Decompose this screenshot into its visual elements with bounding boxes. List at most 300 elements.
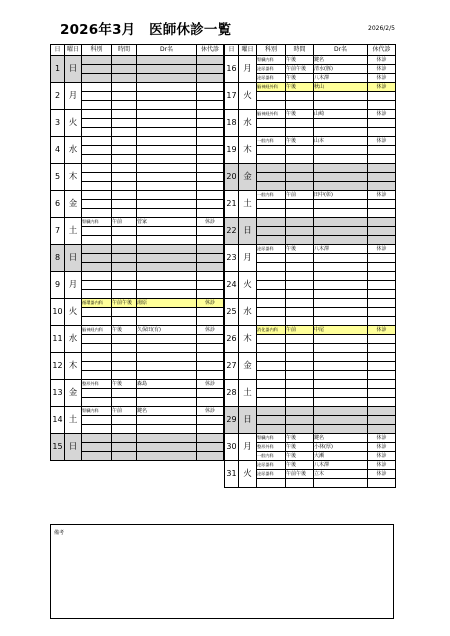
time-cell [286,425,314,434]
header-doctor: Dr名 [137,45,197,56]
doctor-cell [314,263,368,272]
note-cell [368,155,396,164]
note-cell [197,146,224,155]
dept-cell [82,191,112,200]
time-cell [286,146,314,155]
note-cell [368,335,396,344]
doctor-cell: 立木 [314,470,368,479]
doctor-cell [137,245,197,254]
table-row [225,218,396,227]
note-cell [197,164,224,173]
dept-cell: 消化器内科 [257,326,286,335]
doctor-cell: 鍵名 [314,56,368,65]
dept-cell [82,101,112,110]
doctor-cell [137,209,197,218]
note-cell [197,92,224,101]
dept-cell: 泌尿器科 [257,65,286,74]
doctor-cell: 大瀬 [314,452,368,461]
doctor-cell [314,236,368,245]
time-cell [112,281,137,290]
dept-cell [257,371,286,380]
dept-cell [257,182,286,191]
doctor-cell [137,398,197,407]
table-row [51,434,224,443]
header-row [51,45,224,56]
dept-cell: 脳神経内科 [82,326,112,335]
table-row [225,110,396,119]
remarks-label: 備考 [54,530,65,536]
time-cell [112,137,137,146]
doctor-cell [137,200,197,209]
day-number: 15 [51,434,65,461]
note-cell [368,92,396,101]
table-row [225,461,396,470]
day-number: 9 [51,272,65,299]
time-cell [112,398,137,407]
time-cell [112,164,137,173]
note-cell [197,245,224,254]
time-cell [112,110,137,119]
note-cell [368,407,396,416]
time-cell: 午前午後 [286,470,314,479]
doctor-cell [137,92,197,101]
dept-cell [257,200,286,209]
day-number: 31 [225,461,239,488]
note-cell: 休診 [197,299,224,308]
doctor-cell: 菅家 [137,218,197,227]
note-cell [368,398,396,407]
day-number: 26 [225,326,239,353]
day-number: 10 [51,299,65,326]
note-cell: 休診 [368,470,396,479]
day-number: 30 [225,434,239,461]
doctor-cell [137,173,197,182]
note-cell [368,182,396,191]
dept-cell [82,281,112,290]
time-cell: 午後 [286,443,314,452]
dept-cell: 一般内科 [257,452,286,461]
dept-cell [257,146,286,155]
doctor-cell: 中尾 [314,326,368,335]
weekday: 土 [65,407,82,434]
time-cell [286,209,314,218]
doctor-cell [314,164,368,173]
note-cell: 休診 [197,218,224,227]
dept-cell [257,272,286,281]
remarks-box [50,524,394,619]
note-cell: 休診 [368,110,396,119]
weekday: 水 [65,137,82,164]
dept-cell: 泌尿器科 [257,470,286,479]
note-cell: 休診 [368,137,396,146]
dept-cell [82,416,112,425]
time-cell [112,65,137,74]
dept-cell [257,407,286,416]
doctor-cell [314,254,368,263]
doctor-cell [137,281,197,290]
dept-cell [257,380,286,389]
header-weekday: 曜日 [65,45,82,56]
weekday: 火 [239,461,257,488]
header-doctor: Dr名 [314,45,368,56]
dept-cell [82,128,112,137]
note-cell [197,443,224,452]
table-row [225,245,396,254]
note-cell [368,317,396,326]
note-cell [197,236,224,245]
weekday: 土 [239,380,257,407]
doctor-cell [137,425,197,434]
time-cell [112,227,137,236]
weekday: 金 [65,191,82,218]
doctor-cell [137,74,197,83]
time-cell [286,200,314,209]
day-number: 13 [51,380,65,407]
note-cell: 休診 [368,443,396,452]
doctor-cell [314,200,368,209]
dept-cell [257,281,286,290]
day-number: 22 [225,218,239,245]
weekday: 日 [65,245,82,272]
note-cell [197,398,224,407]
time-cell: 午後 [286,245,314,254]
dept-cell [257,317,286,326]
dept-cell [257,218,286,227]
dept-cell [257,92,286,101]
weekday: 金 [65,380,82,407]
weekday: 日 [65,56,82,83]
time-cell: 午前 [286,191,314,200]
time-cell [286,398,314,407]
doctor-cell: 鍵名 [314,434,368,443]
header-weekday: 曜日 [239,45,257,56]
day-number: 17 [225,83,239,110]
time-cell: 午前午後 [286,65,314,74]
doctor-cell [314,173,368,182]
note-cell [197,317,224,326]
doctor-cell [314,101,368,110]
note-cell: 休診 [368,83,396,92]
note-cell [368,236,396,245]
dept-cell: 脳神経外科 [257,83,286,92]
dept-cell [82,164,112,173]
dept-cell [82,443,112,452]
dept-cell [82,236,112,245]
note-cell [368,263,396,272]
weekday: 火 [65,110,82,137]
dept-cell [257,227,286,236]
header-time: 時間 [286,45,314,56]
note-cell [197,110,224,119]
weekday: 火 [239,272,257,299]
time-cell [286,281,314,290]
dept-cell [82,425,112,434]
time-cell [286,101,314,110]
table-row [225,299,396,308]
time-cell [112,308,137,317]
header-dept: 科別 [82,45,112,56]
doctor-cell [314,281,368,290]
weekday: 水 [65,326,82,353]
note-cell [197,263,224,272]
time-cell [112,209,137,218]
time-cell [286,173,314,182]
weekday: 火 [239,83,257,110]
time-cell [286,218,314,227]
time-cell [286,317,314,326]
time-cell: 午後 [286,461,314,470]
dept-cell [82,65,112,74]
doctor-cell [314,299,368,308]
time-cell [112,92,137,101]
time-cell [112,182,137,191]
dept-cell [82,110,112,119]
doctor-cell [314,308,368,317]
dept-cell [82,272,112,281]
dept-cell: 泌尿器科 [257,74,286,83]
note-cell [197,434,224,443]
time-cell: 午前 [112,218,137,227]
dept-cell: 循環器内科 [82,299,112,308]
dept-cell: 腎臓内科 [257,56,286,65]
time-cell [286,335,314,344]
time-cell [112,335,137,344]
day-number: 7 [51,218,65,245]
time-cell: 午後 [112,380,137,389]
day-number: 2 [51,83,65,110]
time-cell [286,479,314,488]
schedule-table-right [224,44,396,488]
doctor-cell [314,353,368,362]
note-cell [197,137,224,146]
weekday: 水 [239,299,257,326]
weekday: 火 [65,299,82,326]
time-cell [112,74,137,83]
header-note: 休代診 [197,45,224,56]
dept-cell [257,335,286,344]
note-cell [368,353,396,362]
dept-cell: 腎臓内科 [82,407,112,416]
dept-cell [82,335,112,344]
weekday: 日 [239,407,257,434]
dept-cell [257,389,286,398]
time-cell: 午前 [286,326,314,335]
note-cell: 休診 [368,326,396,335]
dept-cell [257,344,286,353]
doctor-cell [137,263,197,272]
dept-cell [82,389,112,398]
time-cell [112,434,137,443]
dept-cell [257,398,286,407]
table-row [51,272,224,281]
note-cell [197,173,224,182]
doctor-cell [314,362,368,371]
day-number: 29 [225,407,239,434]
time-cell [286,128,314,137]
dept-cell [82,83,112,92]
time-cell [112,344,137,353]
time-cell [112,83,137,92]
note-cell [197,101,224,110]
day-number: 11 [51,326,65,353]
note-cell [197,56,224,65]
time-cell [286,299,314,308]
time-cell [286,236,314,245]
note-cell [197,452,224,461]
dept-cell [257,173,286,182]
table-row [51,110,224,119]
dept-cell [82,254,112,263]
note-cell [368,218,396,227]
day-number: 3 [51,110,65,137]
doctor-cell [137,344,197,353]
note-cell [197,389,224,398]
note-cell [368,101,396,110]
time-cell: 午後 [286,137,314,146]
dept-cell [82,398,112,407]
note-cell [197,200,224,209]
dept-cell: 整形外科 [257,443,286,452]
time-cell [112,263,137,272]
dept-cell [257,263,286,272]
table-row [51,164,224,173]
dept-cell [82,74,112,83]
doctor-cell [137,83,197,92]
dept-cell [82,92,112,101]
doctor-cell [137,335,197,344]
time-cell [112,56,137,65]
dept-cell [82,371,112,380]
time-cell [286,155,314,164]
note-cell [368,425,396,434]
time-cell [112,416,137,425]
doctor-cell: 山本 [314,137,368,146]
time-cell [286,263,314,272]
dept-cell [82,209,112,218]
note-cell [368,344,396,353]
doctor-cell [314,227,368,236]
note-cell [197,191,224,200]
time-cell [286,344,314,353]
time-cell [112,119,137,128]
dept-cell [257,362,286,371]
note-cell: 休診 [368,191,396,200]
time-cell [112,362,137,371]
note-cell [368,227,396,236]
doctor-cell [137,191,197,200]
time-cell [112,245,137,254]
doctor-cell: 八木澤 [314,74,368,83]
day-number: 19 [225,137,239,164]
doctor-cell [137,416,197,425]
time-cell [286,380,314,389]
note-cell [368,209,396,218]
doctor-cell [314,407,368,416]
dept-cell: 脳神経外科 [257,110,286,119]
doctor-cell [137,56,197,65]
day-number: 16 [225,56,239,83]
note-cell [197,425,224,434]
time-cell [112,317,137,326]
time-cell [286,389,314,398]
time-cell: 午後 [286,434,314,443]
time-cell: 午後 [286,83,314,92]
header-day: 日 [51,45,65,56]
time-cell: 午後 [286,74,314,83]
doctor-cell [314,182,368,191]
doctor-cell [314,479,368,488]
doctor-cell: 森島 [137,380,197,389]
doctor-cell [137,101,197,110]
time-cell [286,290,314,299]
table-row [51,83,224,92]
note-cell [197,182,224,191]
note-cell [197,74,224,83]
dept-cell [82,245,112,254]
time-cell [286,227,314,236]
note-cell [368,299,396,308]
doctor-cell [314,209,368,218]
time-cell [286,371,314,380]
note-cell: 休診 [197,326,224,335]
day-number: 14 [51,407,65,434]
time-cell [286,164,314,173]
note-cell [368,146,396,155]
dept-cell [257,353,286,362]
doctor-cell [137,308,197,317]
day-number: 25 [225,299,239,326]
time-cell [112,272,137,281]
time-cell [286,407,314,416]
note-cell [368,173,396,182]
dept-cell: 腎臓内科 [82,218,112,227]
dept-cell [257,236,286,245]
dept-cell [82,353,112,362]
table-row [51,326,224,335]
note-cell [197,416,224,425]
note-cell [368,200,396,209]
header-note: 休代診 [368,45,396,56]
time-cell [286,362,314,371]
doctor-cell: 鍵名 [137,407,197,416]
note-cell [197,83,224,92]
doctor-cell [137,371,197,380]
doctor-cell [314,398,368,407]
doctor-cell [137,155,197,164]
doctor-cell [137,137,197,146]
time-cell: 午前午後 [112,299,137,308]
doctor-cell [137,110,197,119]
doctor-cell [137,434,197,443]
time-cell [286,254,314,263]
note-cell: 休診 [368,452,396,461]
weekday: 月 [239,245,257,272]
dept-cell [257,425,286,434]
note-cell [368,128,396,137]
note-cell [197,281,224,290]
dept-cell [82,263,112,272]
note-cell [368,272,396,281]
table-row [225,164,396,173]
weekday: 土 [239,191,257,218]
time-cell [112,155,137,164]
weekday: 月 [239,434,257,461]
dept-cell [257,416,286,425]
doctor-cell [137,128,197,137]
time-cell [112,353,137,362]
doctor-cell [137,452,197,461]
note-cell [197,209,224,218]
